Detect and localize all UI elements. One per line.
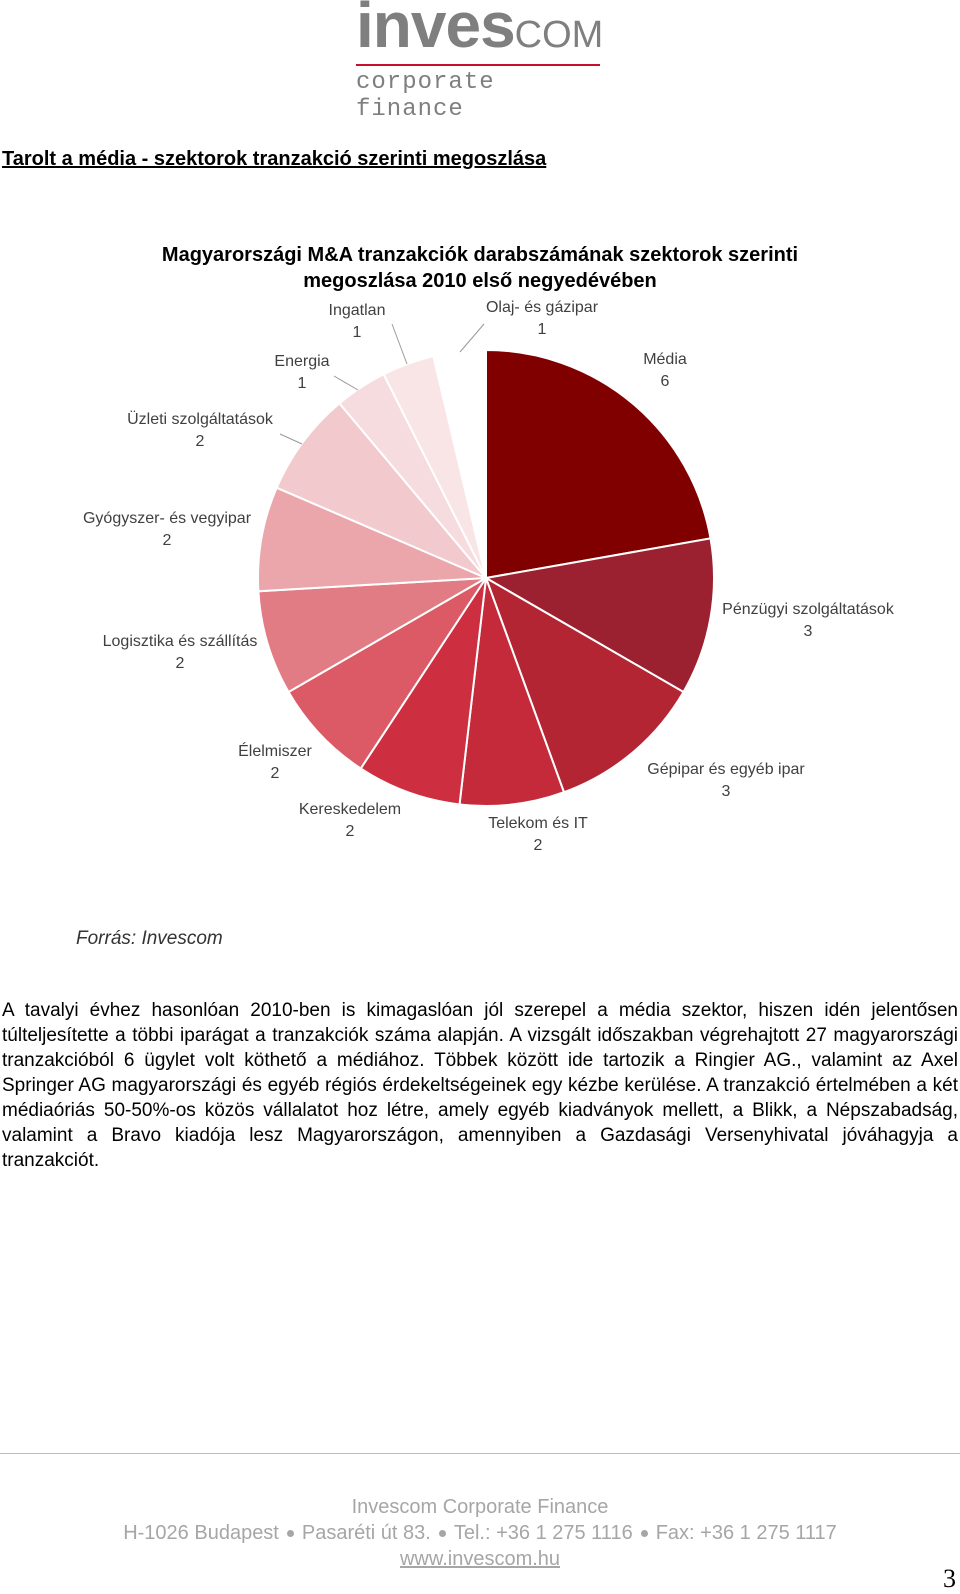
bullet-icon <box>641 1530 648 1537</box>
footer <box>0 1494 960 1572</box>
chart-source: Forrás: Invescom <box>76 928 223 949</box>
footer-website-link[interactable]: www.invescom.hu <box>399 1548 561 1570</box>
footer-divider <box>0 1453 960 1454</box>
logo-divider <box>356 64 600 66</box>
slice-label: Gyógyszer- és vegyipar 2 <box>82 510 252 549</box>
leader-line <box>392 324 407 364</box>
slice-label: Telekom és IT 2 <box>488 815 588 854</box>
body-paragraph: A tavalyi évhez hasonlóan 2010-ben is kimagaslóan jól szerepel a média szektor, hiszen idén jelentősen túlteljesítette a többi iparágat a tranzakciók száma alapján. A vizsgált időszakban végrehajtott 27 magyarországi tranzakcióból 6 ügylet volt köthető a médiához. Többek között ide tartozik a Ringier AG., valamint az Axel Springer AG magyarországi és egyéb régiós érdekeltségeinek egy kézbe kerülése. A tranzakció értelmében a két médiaóriás 50-50%-os közös vállalatot hoz létre, amely egyéb kiadványok mellett, a Blikk, a Népszabadság, valamint a Bravo kiadója lesz Magyarországon, amennyiben a Gazdasági Versenyhivatal jóváhagyja a tranzakciót. <box>2 1000 958 1171</box>
footer-contact <box>0 1520 960 1546</box>
invescom-logo <box>356 0 606 123</box>
footer-address: H-1026 Budapest <box>123 1522 279 1544</box>
page-number: 3 <box>943 1564 956 1593</box>
leader-line <box>460 324 484 352</box>
slice-label: Kereskedelem 2 <box>298 801 402 840</box>
footer-fax: Fax: +36 1 275 1117 <box>655 1522 837 1544</box>
footer-tel: Tel.: +36 1 275 1116 <box>453 1522 633 1544</box>
slice-label: Olaj- és gázipar 1 <box>485 300 599 338</box>
footer-company: Invescom Corporate Finance <box>351 1496 609 1518</box>
section-title: Tarolt a média - szektorok tranzakció szerinti megoszlása <box>2 148 547 170</box>
slice-label: Energia 1 <box>274 353 330 392</box>
leader-line <box>280 434 302 444</box>
logo-wordmark: invesCOM <box>356 0 604 61</box>
chart-title: Magyarországi M&A tranzakciók darabszámának szektorok szerinti megoszlása 2010 első negyedévében <box>161 244 799 292</box>
slice-label: Üzleti szolgáltatások 2 <box>127 411 273 450</box>
slice-label: Élelmiszer 2 <box>238 743 312 782</box>
slice-label: Média 6 <box>643 351 687 390</box>
sector-pie-chart <box>0 300 960 900</box>
slice-label: Logisztika és szállítás 2 <box>102 633 258 672</box>
slice-label: Gépipar és egyéb ipar 3 <box>647 761 805 800</box>
bullet-icon <box>287 1530 294 1537</box>
slice-label: Pénzügyi szolgáltatások 3 <box>722 601 894 640</box>
leader-line <box>334 376 358 390</box>
bullet-icon <box>439 1530 446 1537</box>
logo-tagline: corporate finance <box>356 69 495 123</box>
slice-label: Ingatlan 1 <box>328 302 386 341</box>
footer-street: Pasaréti út 83. <box>301 1522 431 1544</box>
